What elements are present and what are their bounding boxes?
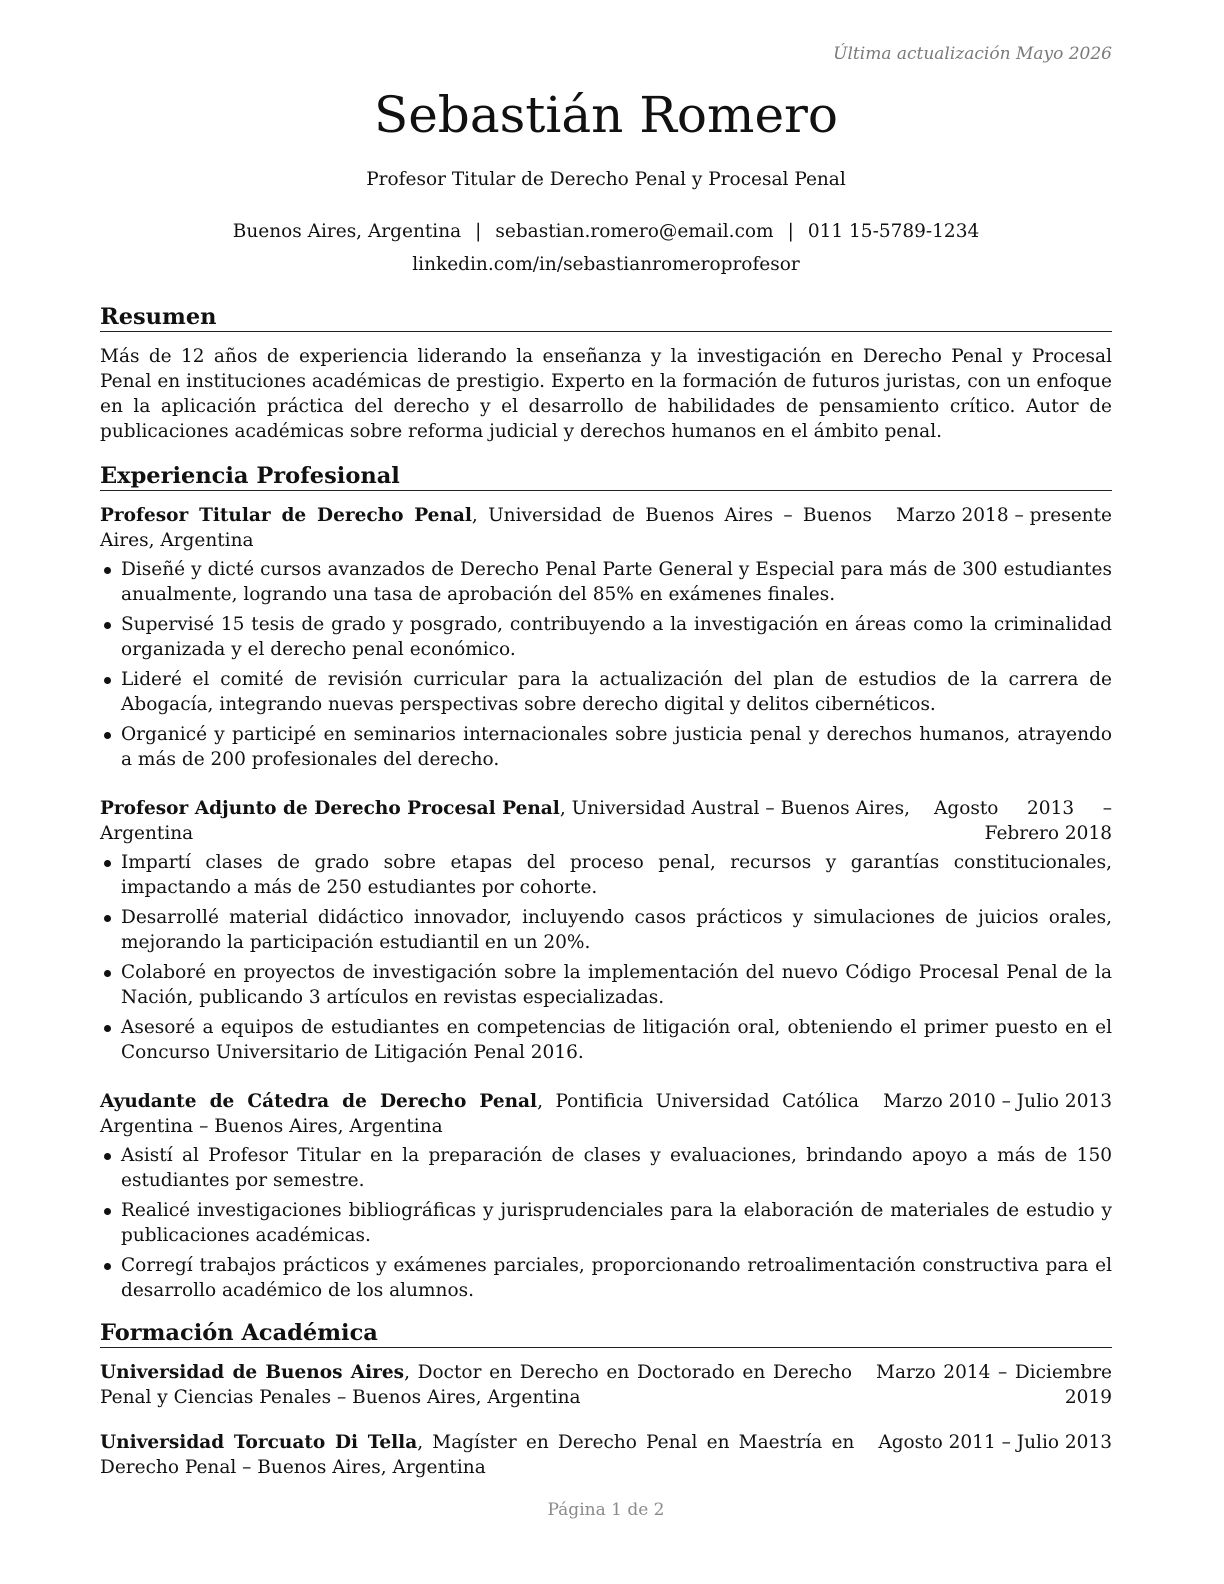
bullet-icon [104, 915, 111, 922]
section-title-experience: Experiencia Profesional [100, 462, 1112, 491]
bullet-icon [104, 970, 111, 977]
bullet-icon [104, 1208, 111, 1215]
bullet-text: Diseñé y dicté cursos avanzados de Derecho Penal Parte General y Especial para más de 300 estudiantes anualmente, logrando una tasa de aprobación del 85% en exámenes finales. [121, 559, 1112, 605]
separator: | [475, 221, 482, 242]
linkedin-link[interactable]: linkedin.com/in/sebastianromeroprofesor [412, 254, 800, 275]
bullet-item [100, 905, 1112, 955]
school-name: Universidad de Buenos Aires [100, 1362, 405, 1383]
bullet-item [100, 1015, 1112, 1065]
bullet-item [100, 960, 1112, 1010]
job-dates: Marzo 2018 – presente [895, 505, 1112, 526]
job-bullets [100, 850, 1112, 1065]
education-header [100, 1360, 1112, 1410]
job-title: Profesor Titular de Derecho Penal y Procesal Penal [366, 169, 846, 190]
bullet-text: Supervisé 15 tesis de grado y posgrado, contribuyendo a la investigación en áreas como la criminalidad organizada y el derecho penal económico. [121, 614, 1112, 660]
bullet-item [100, 557, 1112, 607]
degree-detail: , Magíster en Derecho Penal en Maestría en Derecho Penal – Buenos Aires, Argentina [100, 1432, 855, 1478]
section-title-education: Formación Académica [100, 1319, 1112, 1348]
job-entry [100, 1089, 1112, 1303]
job-role: Ayudante de Cátedra de Derecho Penal [100, 1091, 538, 1112]
bullet-text: Asesoré a equipos de estudiantes en competencias de litigación oral, obteniendo el primer puesto en el Concurso Universitario de Litigación Penal 2016. [121, 1017, 1112, 1063]
job-role: Profesor Titular de Derecho Penal [100, 505, 472, 526]
bullet-text: Colaboré en proyectos de investigación sobre la implementación del nuevo Código Procesal Penal de la Nación, publicando 3 artículos en revistas especializadas. [121, 962, 1112, 1008]
job-heading [100, 503, 872, 553]
bullet-text: Corregí trabajos prácticos y exámenes parciales, proporcionando retroalimentación constructiva para el desarrollo académico de los alumnos. [121, 1255, 1112, 1301]
bullet-text: Realicé investigaciones bibliográficas y jurisprudenciales para la elaboración de materiales de estudio y publicaciones académicas. [121, 1200, 1112, 1246]
bullet-item [100, 667, 1112, 717]
bullet-text: Impartí clases de grado sobre etapas del proceso penal, recursos y garantías constitucionales, impactando a más de 250 estudiantes por cohorte. [121, 852, 1112, 898]
bullet-text: Asistí al Profesor Titular en la preparación de clases y evaluaciones, brindando apoyo a más de 150 estudiantes por semestre. [121, 1145, 1112, 1191]
bullet-item [100, 1143, 1112, 1193]
contact-line [100, 219, 1112, 245]
job-header [100, 1089, 1112, 1139]
education-dates: Marzo 2014 – Diciembre 2019 [876, 1362, 1112, 1408]
job-header [100, 796, 1112, 846]
phone: 011 15-5789-1234 [807, 221, 980, 242]
job-org: , Universidad Austral – Buenos Aires, Argentina [100, 798, 911, 844]
bullet-icon [104, 567, 111, 574]
job-role: Profesor Adjunto de Derecho Procesal Penal [100, 798, 560, 819]
education-heading [100, 1360, 852, 1410]
education-header [100, 1430, 1112, 1480]
education-dates: Agosto 2011 – Julio 2013 [878, 1432, 1112, 1453]
bullet-icon [104, 1263, 111, 1270]
section-title-summary: Resumen [100, 303, 1112, 332]
job-header [100, 503, 1112, 553]
degree-detail: , Doctor en Derecho en Doctorado en Derecho Penal y Ciencias Penales – Buenos Aires, Argentina [100, 1362, 852, 1408]
bullet-icon [104, 732, 111, 739]
education-heading [100, 1430, 854, 1480]
job-bullets [100, 557, 1112, 772]
education-entry [100, 1360, 1112, 1410]
school-name: Universidad Torcuato Di Tella [100, 1432, 418, 1453]
job-dates: Marzo 2010 – Julio 2013 [883, 1091, 1112, 1112]
bullet-text: Lideré el comité de revisión curricular para la actualización del plan de estudios de la carrera de Abogacía, integrando nuevas perspectivas sobre derecho digital y delitos cibernéticos. [121, 669, 1112, 715]
bullet-text: Organicé y participé en seminarios internacionales sobre justicia penal y derechos humanos, atrayendo a más de 200 profesionales del derecho. [121, 724, 1112, 770]
bullet-icon [104, 1025, 111, 1032]
job-dates: Agosto 2013 – Febrero 2018 [934, 798, 1112, 844]
job-entry [100, 796, 1112, 1065]
job-bullets [100, 1143, 1112, 1303]
job-entry [100, 503, 1112, 772]
job-org: , Pontificia Universidad Católica Argentina – Buenos Aires, Argentina [100, 1091, 860, 1137]
bullet-icon [104, 860, 111, 867]
page-number: Página 1 de 2 [547, 1500, 665, 1520]
summary-text: Más de 12 años de experiencia liderando la enseñanza y la investigación en Derecho Penal y Procesal Penal en instituciones académicas de prestigio. Experto en la formación de futuros juristas, con un enfoque en la aplicación práctica del derecho y el desarrollo de habilidades de pensamiento crítico. Autor de publicaciones académicas sobre reforma judicial y derechos humanos en el ámbito penal. [100, 346, 1112, 442]
separator: | [787, 221, 794, 242]
job-org: , Universidad de Buenos Aires – Buenos Aires, Argentina [100, 505, 872, 551]
person-name: Sebastián Romero [373, 86, 839, 144]
bullet-item [100, 612, 1112, 662]
bullet-text: Desarrollé material didáctico innovador, incluyendo casos prácticos y simulaciones de juicios orales, mejorando la participación estudiantil en un 20%. [121, 907, 1112, 953]
job-heading [100, 1089, 859, 1139]
bullet-icon [104, 677, 111, 684]
job-heading [100, 796, 910, 846]
bullet-item [100, 1198, 1112, 1248]
email-link[interactable]: sebastian.romero@email.com [495, 221, 774, 242]
bullet-item [100, 722, 1112, 772]
location: Buenos Aires, Argentina [232, 221, 462, 242]
bullet-icon [104, 622, 111, 629]
bullet-item [100, 850, 1112, 900]
education-entry [100, 1430, 1112, 1480]
bullet-item [100, 1253, 1112, 1303]
last-updated: Última actualización Mayo 2026 [833, 44, 1112, 64]
resume-body [100, 303, 1112, 1500]
bullet-icon [104, 1153, 111, 1160]
